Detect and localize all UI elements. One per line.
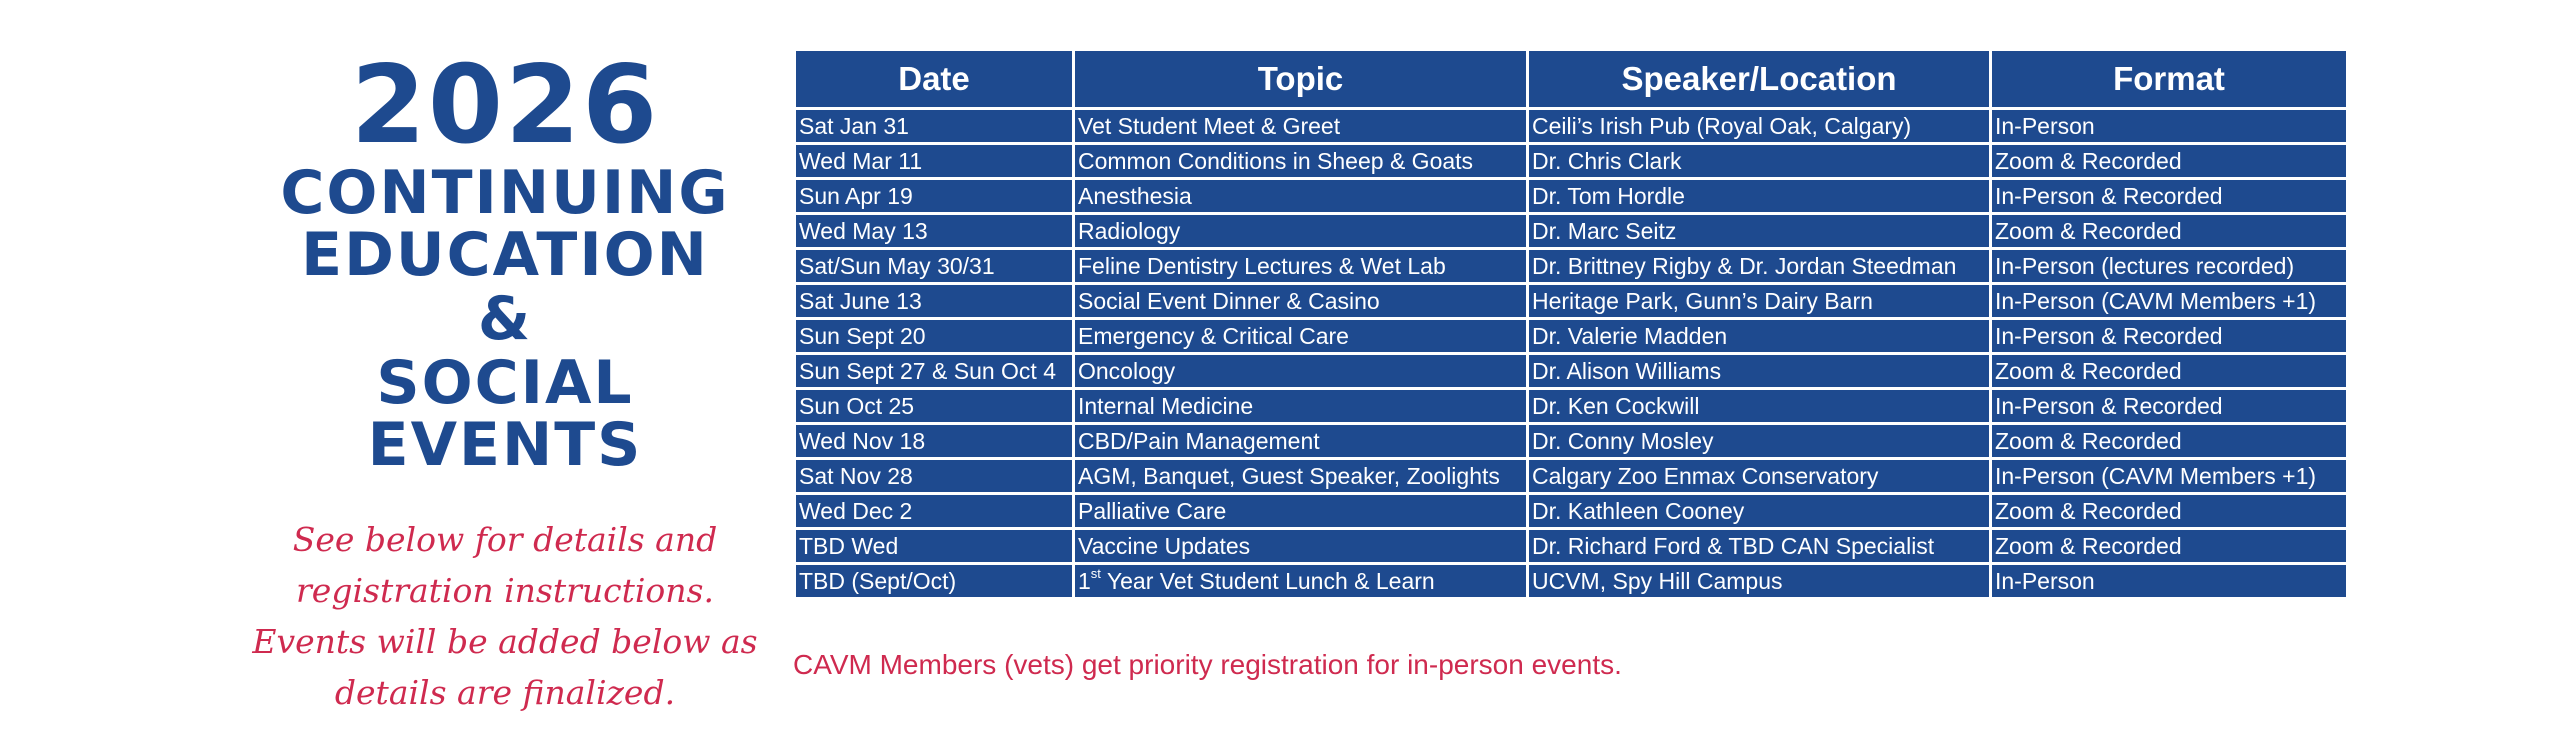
heading-line-education: EDUCATION (301, 220, 709, 290)
cell-speaker: Dr. Richard Ford & TBD CAN Specialist (1528, 529, 1991, 564)
cell-date: Wed Nov 18 (795, 424, 1074, 459)
cell-format: In-Person (lectures recorded) (1991, 249, 2348, 284)
cell-format: In-Person (CAVM Members +1) (1991, 284, 2348, 319)
table-row (795, 459, 2348, 494)
table-row (795, 389, 2348, 424)
cell-format: In-Person (CAVM Members +1) (1991, 459, 2348, 494)
table-row (795, 214, 2348, 249)
column-header-speaker-location: Speaker/Location (1528, 50, 1991, 109)
cell-speaker: Ceili’s Irish Pub (Royal Oak, Calgary) (1528, 109, 1991, 144)
cell-topic: Feline Dentistry Lectures & Wet Lab (1074, 249, 1528, 284)
cell-format: In-Person (1991, 109, 2348, 144)
cell-topic: Oncology (1074, 354, 1528, 389)
table-row (795, 144, 2348, 179)
cell-speaker: Heritage Park, Gunn’s Dairy Barn (1528, 284, 1991, 319)
table-row (795, 354, 2348, 389)
note-line-3: Events will be added below as (252, 622, 758, 661)
cell-speaker: Dr. Kathleen Cooney (1528, 494, 1991, 529)
cell-format: Zoom & Recorded (1991, 424, 2348, 459)
cell-speaker: Calgary Zoo Enmax Conservatory (1528, 459, 1991, 494)
cell-speaker: Dr. Valerie Madden (1528, 319, 1991, 354)
cell-date: Wed May 13 (795, 214, 1074, 249)
heading-line-continuing: CONTINUING (280, 158, 730, 228)
cell-format: In-Person (1991, 564, 2348, 599)
cell-speaker: Dr. Chris Clark (1528, 144, 1991, 179)
priority-registration-footnote: CAVM Members (vets) get priority registration for in-person events. (793, 649, 1622, 680)
cell-date: Sat Nov 28 (795, 459, 1074, 494)
cell-topic: Vet Student Meet & Greet (1074, 109, 1528, 144)
column-header-format: Format (1991, 50, 2348, 109)
cell-date: Sat Jan 31 (795, 109, 1074, 144)
table-row (795, 564, 2348, 599)
cell-speaker: Dr. Brittney Rigby & Dr. Jordan Steedman (1528, 249, 1991, 284)
cell-speaker: UCVM, Spy Hill Campus (1528, 564, 1991, 599)
table-row (795, 424, 2348, 459)
cell-topic: Radiology (1074, 214, 1528, 249)
cell-format: In-Person & Recorded (1991, 389, 2348, 424)
cell-format: Zoom & Recorded (1991, 529, 2348, 564)
cell-format: Zoom & Recorded (1991, 354, 2348, 389)
cell-format: Zoom & Recorded (1991, 144, 2348, 179)
table-row (795, 109, 2348, 144)
table-row (795, 319, 2348, 354)
cell-speaker: Dr. Marc Seitz (1528, 214, 1991, 249)
cell-topic: Internal Medicine (1074, 389, 1528, 424)
cell-speaker: Dr. Alison Williams (1528, 354, 1991, 389)
cell-speaker: Dr. Conny Mosley (1528, 424, 1991, 459)
table-row (795, 529, 2348, 564)
note-line-1: See below for details and (292, 520, 718, 559)
heading-line-social-events: SOCIAL EVENTS (367, 348, 643, 480)
cell-date: Sat/Sun May 30/31 (795, 249, 1074, 284)
cell-format: Zoom & Recorded (1991, 494, 2348, 529)
table-row (795, 179, 2348, 214)
cell-topic: CBD/Pain Management (1074, 424, 1528, 459)
cell-date: Sat June 13 (795, 284, 1074, 319)
cell-topic: Social Event Dinner & Casino (1074, 284, 1528, 319)
cell-topic (1074, 564, 1528, 599)
events-table (793, 48, 2349, 600)
cell-date: Sun Sept 20 (795, 319, 1074, 354)
topic-ordinal-suffix: st (1090, 566, 1101, 582)
note-line-4: details are finalized. (334, 673, 676, 712)
cell-topic: Emergency & Critical Care (1074, 319, 1528, 354)
heading-year: 2026 (350, 43, 660, 168)
cell-topic: Common Conditions in Sheep & Goats (1074, 144, 1528, 179)
column-header-topic: Topic (1074, 50, 1528, 109)
cell-format: Zoom & Recorded (1991, 214, 2348, 249)
table-header-row (795, 50, 2348, 109)
cell-date: Wed Mar 11 (795, 144, 1074, 179)
cell-date: Sun Apr 19 (795, 179, 1074, 214)
table-row (795, 494, 2348, 529)
cell-speaker: Dr. Ken Cockwill (1528, 389, 1991, 424)
cell-topic: AGM, Banquet, Guest Speaker, Zoolights (1074, 459, 1528, 494)
cell-speaker: Dr. Tom Hordle (1528, 179, 1991, 214)
heading-ampersand: & (477, 284, 533, 354)
cell-date: Wed Dec 2 (795, 494, 1074, 529)
cell-date: TBD (Sept/Oct) (795, 564, 1074, 599)
topic-rest: Year Vet Student Lunch & Learn (1100, 568, 1435, 594)
cell-date: TBD Wed (795, 529, 1074, 564)
cell-format: In-Person & Recorded (1991, 179, 2348, 214)
cell-topic: Anesthesia (1074, 179, 1528, 214)
cell-format: In-Person & Recorded (1991, 319, 2348, 354)
cell-date: Sun Oct 25 (795, 389, 1074, 424)
table-row (795, 249, 2348, 284)
note-line-2: registration instructions. (296, 571, 714, 610)
cell-date: Sun Sept 27 & Sun Oct 4 (795, 354, 1074, 389)
topic-ordinal-number: 1 (1078, 568, 1091, 594)
cell-topic: Palliative Care (1074, 494, 1528, 529)
column-header-date: Date (795, 50, 1074, 109)
cell-topic: Vaccine Updates (1074, 529, 1528, 564)
heading-block (230, 43, 780, 718)
table-row (795, 284, 2348, 319)
registration-note (230, 514, 780, 718)
